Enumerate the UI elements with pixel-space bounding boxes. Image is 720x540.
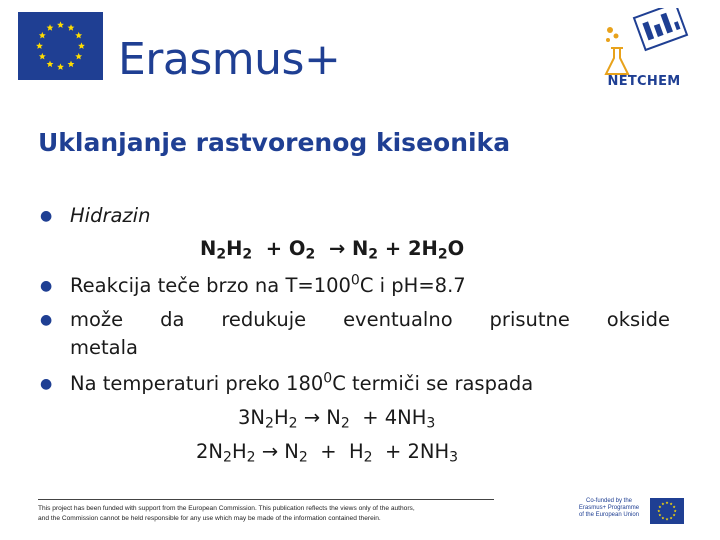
bullet-dot: ● <box>40 208 53 224</box>
netchem-wordmark: NETCHEM <box>607 74 681 89</box>
eu-star <box>674 510 677 513</box>
eu-star <box>39 53 46 60</box>
eu-star <box>666 501 669 504</box>
bullet-text: Hidrazin <box>70 204 151 227</box>
eu-flag-small-logo <box>650 498 684 524</box>
eu-flag-logo <box>18 12 103 80</box>
eu-star <box>658 505 661 508</box>
equation-decomposition-2: $2N_2H_2 \to N_2 + H_2 + 2NH_3$ <box>196 440 459 466</box>
cofunded-label <box>570 498 648 520</box>
eu-star <box>673 514 676 517</box>
eu-star <box>68 61 75 68</box>
bullet-text: Na temperaturi preko $180^0C$ termiči se raspada <box>70 370 534 395</box>
funding-disclaimer <box>38 504 508 524</box>
eu-star <box>658 514 661 517</box>
slide-title: Uklanjanje rastvorenog kiseonika <box>38 128 511 157</box>
eu-star <box>661 517 664 520</box>
disclaimer-line-1: This project has been funded with support from the European Commission. This publication reflects the views only of the authors, <box>38 505 415 512</box>
eu-star <box>39 32 46 39</box>
eu-star <box>68 24 75 31</box>
bullet-dot: ● <box>40 312 53 328</box>
eu-star <box>661 502 664 505</box>
bullet-text-line2: metala <box>70 336 138 359</box>
bullet-text: Reakcija teče brzo na $T=100^0C$ i pH=8.7 <box>70 272 466 297</box>
eu-star <box>670 517 673 520</box>
eu-star <box>57 63 64 70</box>
bullet-text-line1: može da redukuje eventualno prisutne okside <box>70 308 670 331</box>
eu-star <box>670 502 673 505</box>
cofunded-line-3: of the European Union <box>578 512 640 519</box>
eu-star <box>75 32 82 39</box>
cofunded-line-1: Co-funded by the <box>585 498 633 504</box>
eu-star <box>47 24 54 31</box>
eu-star <box>78 42 85 49</box>
eu-star <box>36 42 43 49</box>
bullet-dot: ● <box>40 278 53 294</box>
disclaimer-line-2: and the Commission cannot be held responsible for any use which may be made of the information contained therein. <box>38 515 381 522</box>
erasmus-plus-logo: Erasmus+ <box>118 34 341 85</box>
eu-star <box>47 61 54 68</box>
equation-hydrazine-oxygen: $N_2H_2 + O_2 \to N_2 + 2H_2O$ <box>200 237 465 263</box>
eu-star <box>666 518 669 521</box>
eu-star <box>657 510 660 513</box>
footer-divider <box>38 499 494 500</box>
equation-decomposition-1: $3N_2H_2 \to N_2 + 4NH_3$ <box>238 406 436 432</box>
eu-star <box>57 21 64 28</box>
eu-star <box>673 505 676 508</box>
eu-star <box>75 53 82 60</box>
bullet-dot: ● <box>40 376 53 392</box>
cofunded-line-2: Erasmus+ Programme <box>578 505 640 512</box>
